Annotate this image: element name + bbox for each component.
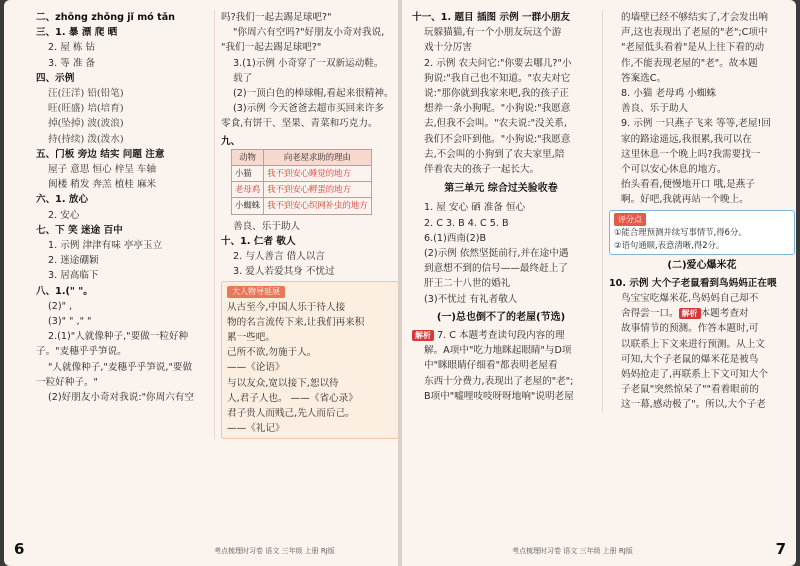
line-text: 去,但我不会叫。"农夫说:"没关系, — [424, 118, 567, 130]
line-text: 抬头看看,便慢地开口 哦,是燕子 — [621, 179, 755, 191]
line-text: (3)示例 今天爸爸去超市买回来许多 — [233, 103, 384, 115]
line-text: 一粒好种子。" — [36, 376, 98, 388]
text-line — [36, 253, 204, 268]
text-line — [609, 337, 795, 352]
line-text: "我们一起去踢足球吧?" — [221, 42, 322, 54]
line-text: 6.(1)西南(2)B — [424, 232, 487, 244]
text-line — [609, 291, 795, 306]
text-line — [609, 40, 795, 55]
box-line: 从古至今,中国人乐于待人接 — [227, 301, 346, 313]
left-col2-lines — [221, 10, 398, 132]
text-line — [609, 352, 795, 367]
line-text: 旺(旺盛) 培(培育) — [48, 103, 124, 115]
line-text: 2.(1)"人就像种子,"要做一粒好种 — [48, 331, 189, 343]
text-line — [609, 56, 795, 71]
left-col2-lines-b — [221, 219, 398, 280]
table-row — [232, 182, 372, 198]
score-box-lines — [614, 226, 790, 252]
text-line — [609, 321, 795, 336]
text-line — [609, 162, 795, 177]
text-line — [36, 344, 204, 359]
text-line — [36, 299, 204, 314]
text-line — [412, 292, 590, 307]
text-line — [36, 284, 204, 299]
line-text: 这里休息一个晚上吗?我需要找一 — [621, 148, 761, 160]
text-line — [609, 177, 795, 192]
text-line — [412, 389, 590, 404]
text-line — [36, 390, 204, 405]
line-text: 十、1. 仁者 敬人 — [221, 235, 296, 247]
footer-right: 考点梳理时习卷 语文 三年级 上册 RJ版 — [512, 547, 633, 555]
line-text: (2)示例 依然坚挺前行,并在途中遇 — [424, 248, 569, 260]
text-line — [412, 358, 590, 373]
box-line: ——《礼记》 — [227, 423, 285, 435]
text-line — [36, 10, 204, 25]
line-text: 1. 示例 津津有味 亭亭玉立 — [48, 240, 163, 252]
line-text: B项中"嘘哩吱吱呀呀地响"说明老屋 — [424, 390, 574, 402]
right-col1-lines-c — [412, 328, 590, 404]
line-text: 六、1. 放心 — [36, 194, 89, 206]
text-line — [36, 71, 204, 86]
text-line — [36, 162, 204, 177]
table-cell: 我不到安心孵蛋的地方 — [264, 182, 372, 198]
line-text: 2. C 3. B 4. C 5. B — [424, 217, 509, 229]
line-text: (2)" , — [48, 300, 73, 312]
text-line — [221, 25, 398, 40]
right-col1-lines — [412, 10, 590, 177]
text-line — [412, 86, 590, 101]
line-text: 玩躲猫猫,有一个小朋友玩这个游 — [424, 27, 562, 39]
line-text: (3)" " ," " — [48, 316, 92, 328]
text-line — [609, 116, 795, 131]
text-line — [221, 219, 398, 234]
line-text: 家的路途遥远,我很累,我可以在 — [621, 133, 752, 145]
box-line: 物的名言流传下来,让我们再来积 — [227, 316, 365, 328]
extension-box-title: 大人物导延展 — [227, 286, 285, 298]
text-line — [412, 147, 590, 162]
text-line — [221, 56, 398, 71]
line-text: 四、示例 — [36, 72, 75, 84]
right-page — [402, 0, 796, 566]
line-text: 2. 屋 栋 钻 — [48, 42, 96, 54]
text-line — [36, 147, 204, 162]
line-text: 3. 居高临下 — [48, 270, 99, 282]
line-text: 3.(1)示例 小奇穿了一双新运动鞋。 — [233, 57, 384, 69]
table-row — [232, 166, 372, 182]
box-line: 己所不欲,勿施于人。 — [227, 347, 317, 359]
table-header: 向老屋求助的理由 — [264, 149, 372, 165]
box-line: ——《论语》 — [227, 362, 285, 374]
text-line — [221, 40, 398, 55]
analysis-tag: 解析 — [412, 330, 434, 341]
text-line — [412, 200, 590, 215]
text-line — [221, 71, 398, 86]
line-text: 八、1.(" "。 — [36, 285, 93, 297]
text-line — [221, 249, 398, 264]
line-text: 屋子 意思 恒心 梓呈 车轴 — [48, 164, 157, 176]
line-text: "人就像种子,"麦穗乎乎笋说,"要做 — [48, 361, 193, 373]
page-number-left: 6 — [14, 540, 25, 558]
text-line — [609, 147, 795, 162]
right-col2-lines — [609, 10, 795, 208]
text-line — [412, 10, 590, 25]
line-text: 零食,有饼干、坚果、青菜和巧克力。 — [221, 118, 378, 130]
text-line — [36, 329, 204, 344]
line-text: 吗?我们一起去踢足球吧?" — [221, 12, 332, 23]
table-cell: 我不到安心睡觉的地方 — [264, 166, 372, 182]
text-line — [609, 25, 795, 40]
line-text: 1. 屋 安心 硒 准备 恒心 — [424, 202, 526, 214]
line-text: 10. 示例 大个子老鼠看到鸟妈妈正在喂 — [609, 277, 777, 289]
text-line — [412, 328, 590, 343]
line-text: 善良、乐于助人 — [621, 103, 689, 115]
text-line — [36, 116, 204, 131]
text-line — [221, 116, 398, 131]
text-line — [412, 25, 590, 40]
line-text: 子。"麦穗乎乎笋说。 — [36, 346, 127, 358]
text-line — [609, 132, 795, 147]
subsection-title-1: (一)总也倒不了的老屋(节选) — [436, 311, 566, 323]
line-text: 善良、乐于助人 — [233, 220, 301, 232]
line-text: 七、下 笑 迷途 百中 — [36, 224, 123, 236]
line-text: 三、1. 暴 漂 爬 晒 — [36, 27, 118, 39]
line-text: 狗说:"我自己也不知道。"农夫对它 — [424, 72, 571, 84]
left-page — [4, 0, 398, 566]
score-box — [609, 210, 795, 255]
line-text: 可知,大个子老鼠的爆米花是被鸟 — [621, 353, 759, 365]
text-line — [36, 314, 204, 329]
box-line: 累一些吧。 — [227, 332, 275, 344]
text-line — [609, 86, 795, 101]
text-line — [412, 101, 590, 116]
text-line — [412, 216, 590, 231]
line-text: (2)好朋友小奇对我说:"你周六有空 — [48, 392, 194, 404]
line-text: 作,不能表现老屋的"老"。故本题 — [621, 57, 758, 69]
line-text: 这一幕,感动极了"。所以,大个子老 — [621, 399, 766, 411]
line-text: 2. 示例 农夫问它:"你要去哪儿?"小 — [424, 57, 572, 69]
animal-reason-table — [231, 149, 372, 215]
text-line — [412, 56, 590, 71]
line-text: 十一、1. 题目 插图 示例 一群小朋友 — [412, 12, 570, 23]
right-col2-lines-b — [609, 276, 795, 413]
text-line — [221, 86, 398, 101]
line-text: 2. 迷途硼颖 — [48, 255, 99, 267]
text-line — [609, 101, 795, 116]
line-text: 子老鼠"突然惊呆了""看着眼前的 — [621, 384, 759, 396]
text-line — [36, 177, 204, 192]
line-text: 舍得尝一口。 — [621, 308, 679, 320]
text-line — [36, 132, 204, 147]
line-text: 中"眯眼睛仔细看"都表明老屋看 — [424, 360, 558, 372]
textbook-spread — [4, 0, 796, 566]
line-text: 妈妈抢走了,再联系上下文可知大个 — [621, 369, 768, 381]
line-text: 想养一条小狗呢。"小狗说:"我愿意 — [424, 103, 571, 115]
q9-label: 九、 — [221, 135, 241, 147]
table-header: 动物 — [232, 149, 264, 165]
table-cell: 我不到安心织网补虫的地方 — [264, 198, 372, 214]
line-text: 到意想不到的信号——最终赶上了 — [424, 263, 568, 275]
text-line — [412, 71, 590, 86]
text-line — [36, 56, 204, 71]
text-line — [36, 238, 204, 253]
score-box-title: 评分点 — [614, 213, 646, 226]
line-text: 啊。好吧,我就再站一个晚上。 — [621, 194, 749, 206]
text-line — [36, 40, 204, 55]
table-cell: 小猫 — [232, 166, 264, 182]
line-text: 伴着农夫的孩子一起长大。 — [424, 164, 540, 176]
text-line — [412, 374, 590, 389]
line-text: 东西十分费力,表现出了老屋的"老"; — [424, 375, 574, 387]
line-text: 3. 爱人若爱其身 不忧过 — [233, 266, 335, 278]
line-text: 戏十分厉害 — [424, 42, 472, 54]
line-text: (3)不忧过 有礼者敬人 — [424, 293, 518, 305]
line-text: "老屋低头看着"是从上往下看的动 — [621, 42, 765, 54]
text-line — [36, 86, 204, 101]
left-column-1 — [36, 10, 204, 405]
line-text: 五、门板 旁边 结实 问题 注意 — [36, 148, 165, 160]
line-text-tail: 本题考查对 — [700, 308, 749, 320]
right-column-1 — [412, 10, 590, 404]
text-line — [609, 306, 795, 321]
box-line: ②语句通顺,表意清晰,得2分。 — [614, 239, 725, 250]
line-text: 的墙壁已经不够结实了,才会发出响 — [621, 12, 768, 23]
line-text: 9. 示例 一只燕子飞来 等等,老屋!回 — [621, 118, 771, 130]
line-text: 8. 小猫 老母鸡 小蜘蛛 — [621, 88, 717, 100]
line-text: 故事情节的预测。作答本题时,可 — [621, 323, 759, 335]
text-line — [412, 261, 590, 276]
text-line — [36, 192, 204, 207]
text-line — [609, 10, 795, 25]
box-line: 人,君子人也。 ——《省心录》 — [227, 392, 358, 404]
line-text: 说:"那你就到我家来吧,我的孩子正 — [424, 88, 570, 100]
text-line — [36, 101, 204, 116]
text-line — [221, 234, 398, 249]
left-column-2 — [214, 10, 398, 439]
text-line — [36, 223, 204, 238]
text-line — [221, 101, 398, 116]
line-text: 3. 等 准 备 — [48, 57, 96, 69]
line-text: 载了 — [233, 72, 253, 84]
table-cell: 小蜘蛛 — [232, 198, 264, 214]
text-line — [221, 10, 398, 25]
line-text: 2. 与人善言 借人以言 — [233, 251, 326, 263]
text-line — [609, 367, 795, 382]
extension-box-lines — [227, 300, 393, 437]
footer-left: 考点梳理时习卷 语文 三年级 上册 RJ版 — [214, 547, 335, 555]
table-row — [232, 198, 372, 214]
unit-title: 第三单元 综合过关验收卷 — [444, 183, 558, 195]
text-line — [609, 397, 795, 412]
text-line — [609, 71, 795, 86]
text-line — [412, 132, 590, 147]
line-text: 汪(汪洋) 铅(铅笔) — [48, 88, 124, 100]
line-text: "你周六有空吗?"好朋友小奇对我说, — [233, 27, 385, 39]
line-text: 我们不会吓到他。"小狗说:"我愿意 — [424, 133, 571, 145]
line-text: 闽楼 稍发 奔羔 植桂 麻米 — [48, 179, 157, 191]
table-cell: 老母鸡 — [232, 182, 264, 198]
right-col1-lines-b — [412, 200, 590, 306]
line-text: 去,不会叫的小狗到了农夫家里,陪 — [424, 148, 565, 160]
text-line — [36, 25, 204, 40]
extension-box — [221, 281, 398, 439]
line-text: 肝王二十八世的婚礼 — [424, 278, 511, 290]
line-text: 持(持续) 泼(泼水) — [48, 133, 124, 145]
text-line — [412, 231, 590, 246]
line-text: 个可以安心休息的地方。 — [621, 164, 727, 176]
text-line — [221, 264, 398, 279]
line-text: 掉(坠掉) 波(波浪) — [48, 118, 124, 130]
text-line — [609, 276, 795, 291]
text-line — [36, 360, 204, 375]
line-text: 2. 安心 — [48, 209, 80, 221]
box-line: ①能合理预测并续写事情节,得6分。 — [614, 226, 747, 237]
line-text: 二、zhōng zhǒng jǐ mó tǎn — [36, 12, 176, 23]
text-line — [412, 276, 590, 291]
text-line — [412, 116, 590, 131]
text-line — [412, 162, 590, 177]
page-number-right: 7 — [775, 540, 786, 558]
box-line: 君子贵人而贱己,先人而后己。 — [227, 408, 355, 420]
line-text: 声,这也表现出了老屋的"老";C项中 — [621, 27, 768, 39]
text-line — [609, 382, 795, 397]
text-line — [412, 343, 590, 358]
text-line — [36, 268, 204, 283]
text-line — [609, 192, 795, 207]
analysis-tag: 解析 — [679, 308, 701, 319]
line-text: 解。A项中"吃力地眯起眼睛"与D项 — [424, 345, 572, 357]
subsection-title-2: (二)爱心爆米花 — [667, 259, 737, 271]
right-column-2 — [602, 10, 795, 413]
line-text: 答案选C。 — [621, 72, 667, 84]
text-line — [412, 246, 590, 261]
line-text: 鸟宝宝吃爆米花,鸟妈妈自己却不 — [621, 293, 759, 305]
line-text: (2)一顶白色的棒球帽,看起来很精神。 — [233, 88, 394, 100]
box-line: 与以友众,宽以接下,恕以待 — [227, 377, 339, 389]
line-text: 7. C 本题考查读句段内容的理 — [437, 330, 565, 342]
table-header-row — [232, 149, 372, 165]
text-line — [36, 208, 204, 223]
text-line — [412, 40, 590, 55]
line-text: 以联系上下文来进行预测。从上文 — [621, 338, 765, 350]
text-line — [36, 375, 204, 390]
